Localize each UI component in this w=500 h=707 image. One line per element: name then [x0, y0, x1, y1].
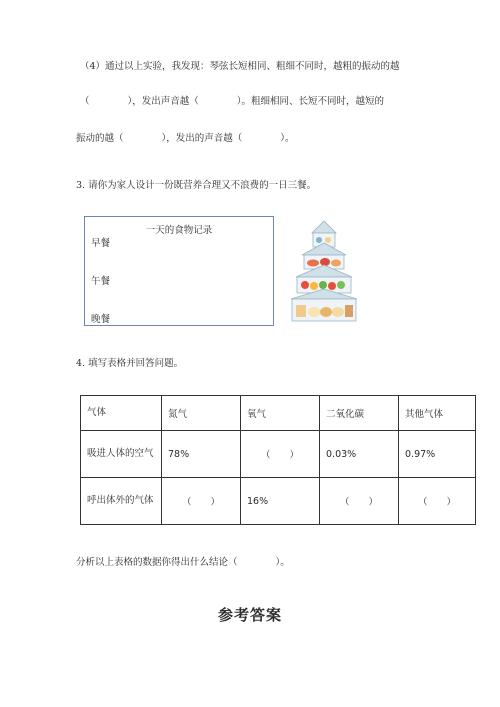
meal-dinner: 晚餐	[91, 314, 111, 325]
cell-inhaled-oxygen-blank[interactable]: （ ）	[241, 431, 320, 478]
food-record-title: 一天的食物记录	[145, 225, 213, 236]
q4-prompt: 4. 填写表格并回答问题。	[76, 358, 184, 369]
cell-exhaled-other-blank[interactable]: （ ）	[399, 478, 476, 525]
cell-inhaled-nitrogen: 78%	[162, 431, 241, 478]
q3-prompt: 3. 请你为家人设计一份既营养合理又不浪费的一日三餐。	[76, 180, 317, 191]
q2-part4-line1: （4）通过以上实验，我发现：琴弦长短相同、粗细不同时，越粗的振动的越	[80, 61, 400, 72]
q2-part4-line2: （ ），发出声音越（ ）。粗细相同、长短不同时，越短的	[80, 96, 385, 107]
cell-inhaled-other: 0.97%	[399, 431, 476, 478]
header-oxygen: 氧气	[241, 396, 320, 431]
cell-exhaled-co2-blank[interactable]: （ ）	[320, 478, 399, 525]
header-nitrogen: 氮气	[162, 396, 241, 431]
meal-breakfast: 早餐	[91, 238, 111, 249]
cell-inhaled-co2: 0.03%	[320, 431, 399, 478]
row-label-exhaled: 呼出体外的气体	[81, 478, 162, 525]
header-other-gases: 其他气体	[399, 396, 476, 431]
cell-exhaled-nitrogen-blank[interactable]: （ ）	[162, 478, 241, 525]
meal-lunch: 午餐	[91, 276, 111, 287]
table-row	[81, 478, 476, 525]
q4-conclusion: 分析以上表格的数据你得出什么结论（ ）。	[76, 557, 290, 568]
food-pyramid-image	[288, 219, 360, 323]
q2-part4-line3: 振动的越（ ），发出的声音越（ ）。	[76, 133, 295, 144]
table-header-row	[81, 396, 476, 431]
header-carbon-dioxide: 二氧化碳	[320, 396, 399, 431]
header-gas: 气体	[81, 396, 162, 431]
cell-exhaled-oxygen: 16%	[241, 478, 320, 525]
gas-composition-table	[80, 395, 476, 525]
row-label-inhaled: 吸进人体的空气	[81, 431, 162, 478]
answers-heading: 参考答案	[217, 606, 282, 624]
table-row	[81, 431, 476, 478]
food-record-box	[84, 216, 274, 326]
